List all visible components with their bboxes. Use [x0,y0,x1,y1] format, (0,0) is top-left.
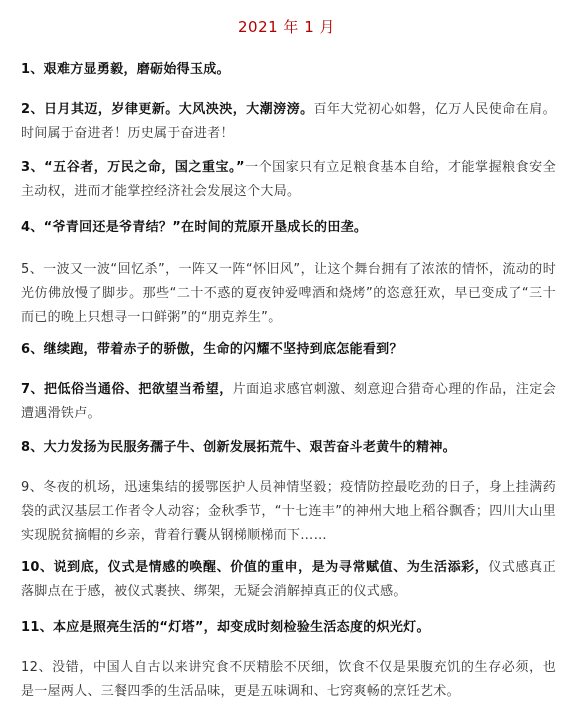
item-10-bold-text: 10、说到底，仪式是情感的唤醒、价值的重申，是为寻常赋值、为生活添彩， [21,560,489,575]
item-2-bold-text: 2、日月其迈，岁律更新。大风泱泱，大潮滂滂。 [21,102,314,117]
item-3-bold-text: 3、“五谷者，万民之命，国之重宝。” [21,160,245,175]
item-9-text: 9、冬夜的机场，迅速集结的援鄂医护人员神情坚毅；疫情防控最吃劲的日子，身上挂满药袋的武汉基层工作者令人动容；金秋季节，“十七连丰”的神州大地上稻谷飘香；四川大山里实现脱贫摘帽的乡亲，背着行囊从钢梯顺梯而下…… [21,480,556,543]
item-6-text: 6、继续跑，带着赤子的骄傲，生命的闪耀不坚持到底怎能看到？ [21,342,403,357]
item-4-text: 4、“爷青回还是爷青结？”在时间的荒原开垦成长的田垄。 [21,220,368,235]
list-item-12 [21,656,556,704]
list-item-2 [21,98,556,146]
list-item-8 [21,436,556,460]
list-item-6 [21,338,556,362]
list-item-4 [21,216,556,240]
item-3-text: 一个国家只有立足粮食基本自给，才能掌握粮食安全主动权，进而才能掌控经济社会发展这个大局。 [21,160,556,199]
list-item-5 [21,258,556,330]
item-7-bold-text: 7、把低俗当通俗、把欲望当希望， [21,382,233,397]
list-item-10 [21,556,556,604]
item-7-text: 片面追求感官刺激、刻意迎合猎奇心理的作品，注定会遭遇滑铁卢。 [21,382,556,421]
item-1-text: 1、艰难方显勇毅，磨砺始得玉成。 [21,62,230,77]
item-10-text: 仪式感真正落脚点在于感，被仪式裹挟、绑架，无疑会消解掉真正的仪式感。 [21,560,556,599]
list-item-7 [21,378,556,426]
item-12-text: 12、没错，中国人自古以来讲究食不厌精脍不厌细，饮食不仅是果腹充饥的生存必须，也是一屋两人、三餐四季的生活品味，更是五味调和、七窍爽畅的烹饪艺术。 [21,660,556,699]
list-item-11 [21,616,556,640]
list-item-9 [21,476,556,548]
item-11-text: 11、本应是照亮生活的“灯塔”，却变成时刻检验生活态度的炽光灯。 [21,620,430,635]
item-2-text: 百年大党初心如磐，亿万人民使命在肩。时间属于奋进者！历史属于奋进者！ [21,102,556,141]
list-item-1 [21,58,556,82]
item-5-text: 5、一波又一波“回忆杀”，一阵又一阵“怀旧风”，让这个舞台拥有了浓浓的情怀，流动的时光仿佛放慢了脚步。那些“二十不惑的夏夜钟爱啤酒和烧烤”的恣意狂欢，早已变成了“三十而已的晚上只想寻一口鲜粥”的“朋克养生”。 [21,262,556,325]
page-title: 2021 年 1 月 [237,18,336,36]
list-item-3 [21,156,556,204]
item-8-text: 8、大力发扬为民服务孺子牛、创新发展拓荒牛、艰苦奋斗老黄牛的精神。 [21,440,456,455]
